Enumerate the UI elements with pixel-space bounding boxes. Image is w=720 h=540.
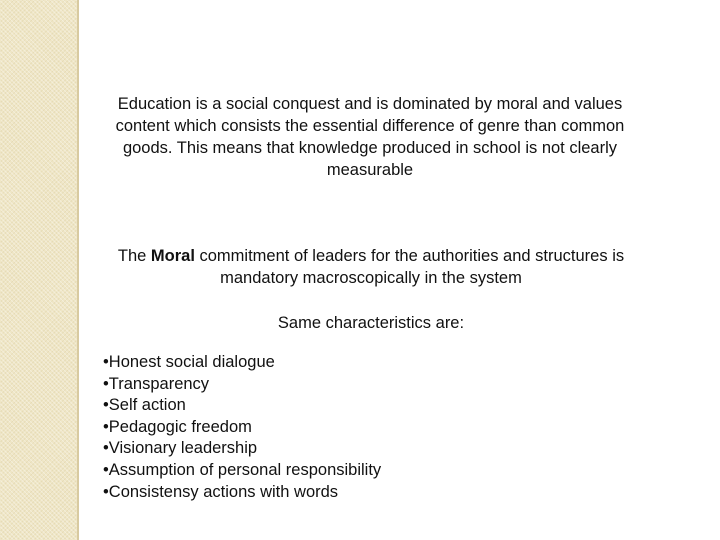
- moral-bold-word: Moral: [150, 247, 195, 265]
- moral-commitment-paragraph: [96, 245, 646, 289]
- list-item: •Honest social dialogue: [103, 353, 275, 371]
- list-item: •Assumption of personal responsibility: [103, 460, 382, 479]
- list-item: •Pedagogic freedom: [103, 417, 252, 436]
- list-item: •Self action: [103, 396, 186, 415]
- moral-paragraph-prefix: The: [117, 247, 151, 265]
- side-band-divider: [77, 0, 79, 540]
- characteristics-heading: Same characteristics are:: [277, 314, 465, 332]
- moral-paragraph-suffix: commitment of leaders for the authorities and structures is mandatory macroscopically in the system: [194, 247, 625, 287]
- list-item: •Consistensy actions with words: [103, 482, 339, 501]
- decorative-side-band: [0, 0, 77, 540]
- characteristics-list: [103, 352, 381, 503]
- list-item: •Transparency: [103, 374, 210, 393]
- education-paragraph: Education is a social conquest and is dominated by moral and values content which consists the essential difference of genre than common goods. This means that knowledge produced in school is not clearly measurable: [115, 95, 625, 179]
- list-item: •Visionary leadership: [103, 439, 258, 458]
